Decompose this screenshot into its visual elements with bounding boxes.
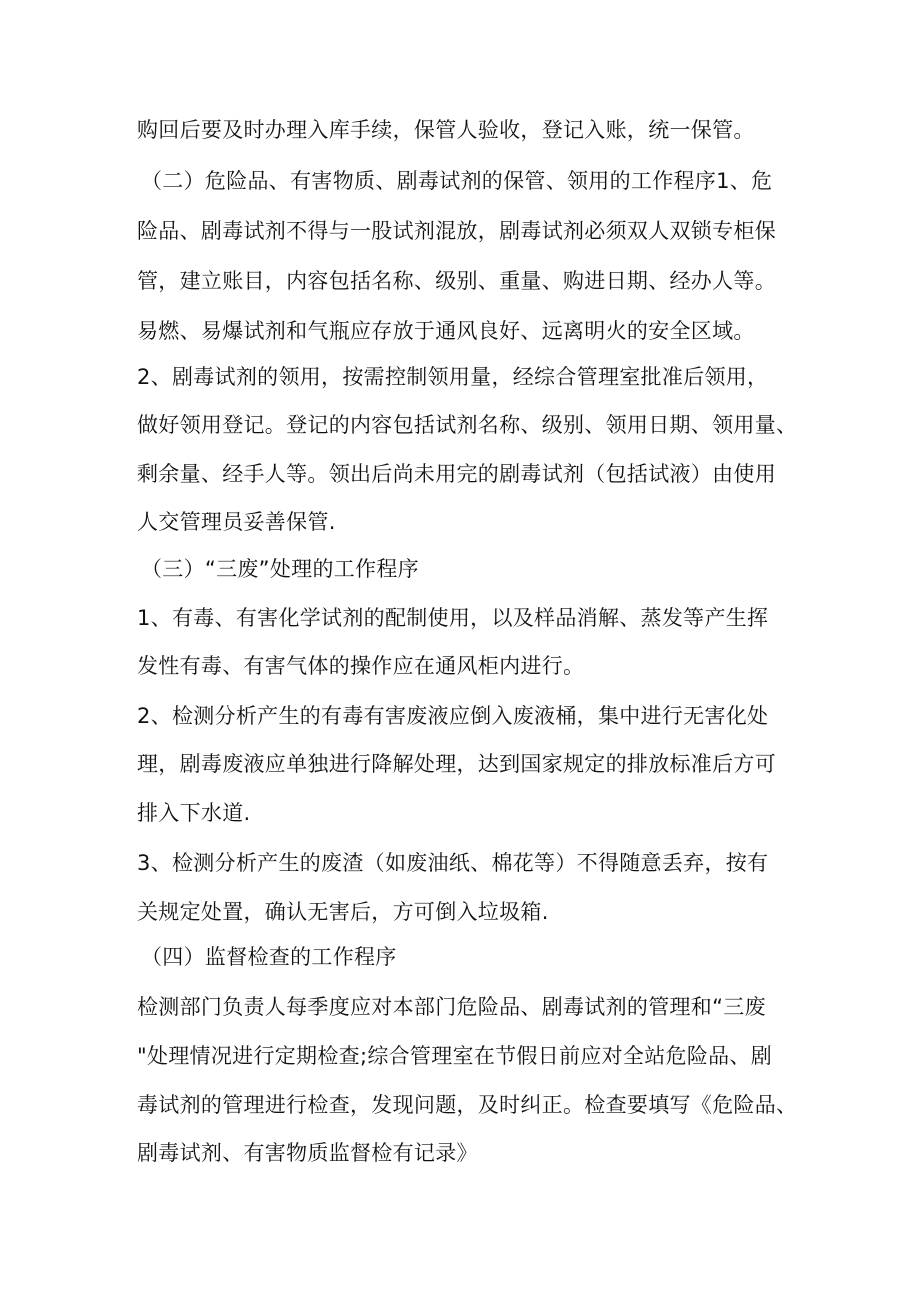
text-line-20: "处理情况进行定期检查;综合管理室在节假日前应对全站危险品、剧 bbox=[137, 1044, 773, 1068]
text-line-11: 1、有毒、有害化学试剂的配制使用，以及样品消解、蒸发等产生挥 bbox=[137, 606, 769, 630]
text-line-21: 毒试剂的管理进行检查，发现问题，及时纠正。检查要填写《危险品、 bbox=[137, 1093, 797, 1117]
section-heading-4: （四）监督检查的工作程序 bbox=[141, 945, 397, 969]
text-line-12: 发性有毒、有害气体的操作应在通风柜内进行。 bbox=[137, 654, 585, 678]
text-line-7: 做好领用登记。登记的内容包括试剂名称、级别、领用日期、领用量、 bbox=[137, 413, 797, 437]
section-heading-2: （二）危险品、有害物质、剧毒试剂的保管、领用的工作程序1、危 bbox=[141, 169, 773, 193]
text-line-17: 关规定处置，确认无害后，方可倒入垃圾箱. bbox=[137, 900, 549, 924]
text-line-5: 易燃、易爆试剂和气瓶应存放于通风良好、远离明火的安全区域。 bbox=[137, 319, 755, 343]
section-heading-3: （三）“三废”处理的工作程序 bbox=[141, 557, 419, 581]
text-line-14: 理，剧毒废液应单独进行降解处理，达到国家规定的排放标准后方可 bbox=[137, 752, 776, 776]
text-line-19: 检测部门负责人每季度应对本部门危险品、剧毒试剂的管理和“三废 bbox=[137, 995, 766, 1019]
text-line-15: 排入下水道. bbox=[137, 801, 251, 825]
text-line-13: 2、检测分析产生的有毒有害废液应倒入废液桶，集中进行无害化处 bbox=[137, 704, 769, 728]
text-line-16: 3、检测分析产生的废渣（如废油纸、棉花等）不得随意丢弃，按有 bbox=[137, 851, 769, 875]
text-line-6: 2、剧毒试剂的领用，按需控制领用量，经综合管理室批准后领用， bbox=[137, 365, 769, 389]
text-line-3: 险品、剧毒试剂不得与一股试剂混放，剧毒试剂必须双人双锁专柜保 bbox=[137, 219, 776, 243]
text-line-9: 人交管理员妥善保管. bbox=[137, 510, 336, 534]
text-line-8: 剩余量、经手人等。领出后尚未用完的剧毒试剂（包括试液）由使用 bbox=[137, 462, 776, 486]
text-line-1: 购回后要及时办理入库手续，保管人验收，登记入账，统一保管。 bbox=[137, 118, 755, 142]
text-line-22: 剧毒试剂、有害物质监督检有记录》 bbox=[137, 1141, 478, 1165]
text-line-4: 管，建立账目，内容包括名称、级别、重量、购进日期、经办人等。 bbox=[137, 269, 776, 293]
